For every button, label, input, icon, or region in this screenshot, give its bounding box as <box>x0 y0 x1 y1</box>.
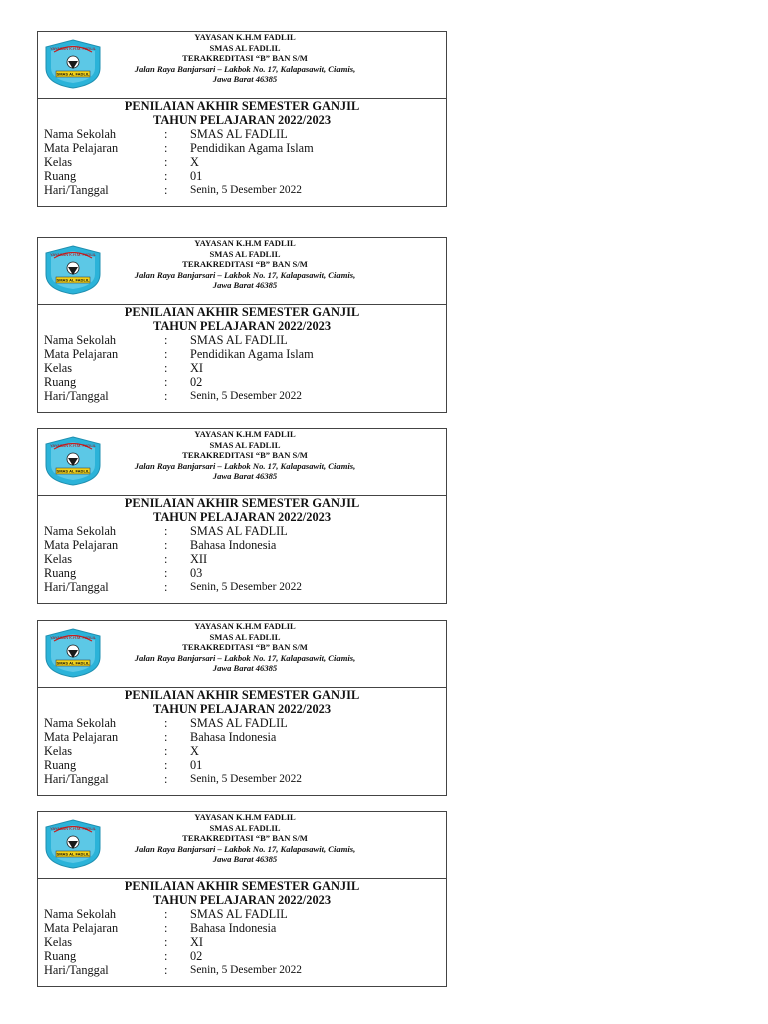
card-header <box>38 32 446 99</box>
label-class: Kelas <box>44 935 72 949</box>
row-room <box>38 566 446 580</box>
logo-ribbon-text: SMAS AL FADLIL <box>56 277 90 283</box>
colon: : <box>164 730 168 744</box>
label-room: Ruang <box>44 566 77 580</box>
exam-title <box>38 99 446 127</box>
label-room: Ruang <box>44 758 77 772</box>
colon: : <box>164 552 168 566</box>
label-school: Nama Sekolah <box>44 907 117 921</box>
colon: : <box>164 333 168 347</box>
exam-title-line1: PENILAIAN AKHIR SEMESTER GANJIL <box>124 879 360 893</box>
foundation-name: YAYASAN K.H.M FADLIL <box>194 621 296 631</box>
colon: : <box>164 127 168 141</box>
school-name: SMAS AL FADLIL <box>209 248 281 259</box>
row-subject <box>38 347 446 361</box>
exam-title-line1: PENILAIAN AKHIR SEMESTER GANJIL <box>124 496 360 510</box>
value-school: SMAS AL FADLIL <box>190 907 288 921</box>
exam-title-line1: PENILAIAN AKHIR SEMESTER GANJIL <box>124 99 360 113</box>
colon: : <box>164 538 168 552</box>
colon: : <box>164 772 168 786</box>
row-class <box>38 935 446 949</box>
value-room: 02 <box>190 375 203 389</box>
value-school: SMAS AL FADLIL <box>190 716 288 730</box>
label-school: Nama Sekolah <box>44 333 117 347</box>
label-date: Hari/Tanggal <box>44 963 109 977</box>
value-class: XII <box>190 552 208 566</box>
label-date: Hari/Tanggal <box>44 772 109 786</box>
logo-ribbon-text: SMAS AL FADLIL <box>56 851 90 857</box>
row-school <box>38 127 446 141</box>
logo-arc-text: YAYASAN K.H.M. FADLIL <box>50 826 96 831</box>
row-room <box>38 169 446 183</box>
exam-card <box>37 237 447 413</box>
foundation-name: YAYASAN K.H.M FADLIL <box>194 812 296 822</box>
label-class: Kelas <box>44 361 72 375</box>
colon: : <box>164 155 168 169</box>
colon: : <box>164 580 168 594</box>
exam-title-line1: PENILAIAN AKHIR SEMESTER GANJIL <box>124 688 360 702</box>
school-emblem-icon <box>42 38 104 90</box>
card-header <box>38 429 446 496</box>
exam-title-line2: TAHUN PELAJARAN 2022/2023 <box>152 510 332 524</box>
accreditation: TERAKREDITASI “B” BAN S/M <box>182 450 308 460</box>
info-table <box>38 524 446 594</box>
card-body <box>38 879 446 977</box>
colon: : <box>164 361 168 375</box>
school-name: SMAS AL FADLIL <box>209 439 281 450</box>
address-postal: Jawa Barat 46385 <box>212 471 278 481</box>
school-emblem-icon <box>42 435 104 487</box>
value-subject: Pendidikan Agama Islam <box>190 141 314 155</box>
info-table <box>38 127 446 197</box>
exam-title-line2: TAHUN PELAJARAN 2022/2023 <box>152 319 332 333</box>
exam-card <box>37 811 447 987</box>
row-class <box>38 361 446 375</box>
value-date: Senin, 5 Desember 2022 <box>190 773 302 785</box>
colon: : <box>164 921 168 935</box>
value-class: XI <box>190 935 203 949</box>
value-school: SMAS AL FADLIL <box>190 127 288 141</box>
value-subject: Bahasa Indonesia <box>190 538 277 552</box>
exam-card <box>37 428 447 604</box>
info-table <box>38 333 446 403</box>
value-room: 02 <box>190 949 203 963</box>
address-postal: Jawa Barat 46385 <box>212 74 278 84</box>
card-body <box>38 688 446 786</box>
school-name: SMAS AL FADLIL <box>209 42 281 53</box>
exam-title <box>38 496 446 524</box>
row-school <box>38 716 446 730</box>
label-school: Nama Sekolah <box>44 716 117 730</box>
foundation-name: YAYASAN K.H.M FADLIL <box>194 429 296 439</box>
school-emblem-icon <box>42 244 104 296</box>
school-name: SMAS AL FADLIL <box>209 631 281 642</box>
school-emblem-icon <box>42 627 104 679</box>
row-room <box>38 949 446 963</box>
exam-title <box>38 688 446 716</box>
exam-title-line1: PENILAIAN AKHIR SEMESTER GANJIL <box>124 305 360 319</box>
accreditation: TERAKREDITASI “B” BAN S/M <box>182 259 308 269</box>
card-header <box>38 812 446 879</box>
value-class: X <box>190 155 199 169</box>
logo-arc-text: YAYASAN K.H.M. FADLIL <box>50 443 96 448</box>
address-line: Jalan Raya Banjarsari – Lakbok No. 17, Kalapasawit, Ciamis, <box>134 63 356 74</box>
value-subject: Bahasa Indonesia <box>190 730 277 744</box>
logo-arc-text: YAYASAN K.H.M. FADLIL <box>50 252 96 257</box>
exam-title-line2: TAHUN PELAJARAN 2022/2023 <box>152 702 332 716</box>
exam-title <box>38 879 446 907</box>
row-school <box>38 333 446 347</box>
exam-title-line2: TAHUN PELAJARAN 2022/2023 <box>152 893 332 907</box>
label-class: Kelas <box>44 552 72 566</box>
logo-ribbon-text: SMAS AL FADLIL <box>56 468 90 474</box>
exam-title <box>38 305 446 333</box>
row-school <box>38 524 446 538</box>
colon: : <box>164 389 168 403</box>
value-room: 03 <box>190 566 203 580</box>
value-subject: Pendidikan Agama Islam <box>190 347 314 361</box>
row-date <box>38 963 446 977</box>
label-class: Kelas <box>44 155 72 169</box>
row-date <box>38 580 446 594</box>
exam-card <box>37 31 447 207</box>
address-line: Jalan Raya Banjarsari – Lakbok No. 17, Kalapasawit, Ciamis, <box>134 652 356 663</box>
colon: : <box>164 935 168 949</box>
label-class: Kelas <box>44 744 72 758</box>
colon: : <box>164 169 168 183</box>
institution-header <box>104 621 386 674</box>
colon: : <box>164 183 168 197</box>
colon: : <box>164 758 168 772</box>
label-date: Hari/Tanggal <box>44 580 109 594</box>
info-table <box>38 716 446 786</box>
logo-ribbon-text: SMAS AL FADLIL <box>56 660 90 666</box>
row-class <box>38 155 446 169</box>
row-school <box>38 907 446 921</box>
row-date <box>38 772 446 786</box>
row-subject <box>38 921 446 935</box>
institution-header <box>104 32 386 85</box>
value-date: Senin, 5 Desember 2022 <box>190 184 302 196</box>
accreditation: TERAKREDITASI “B” BAN S/M <box>182 833 308 843</box>
value-room: 01 <box>190 169 203 183</box>
address-line: Jalan Raya Banjarsari – Lakbok No. 17, Kalapasawit, Ciamis, <box>134 843 356 854</box>
colon: : <box>164 566 168 580</box>
card-header <box>38 621 446 688</box>
row-subject <box>38 141 446 155</box>
label-subject: Mata Pelajaran <box>44 347 119 361</box>
institution-header <box>104 429 386 482</box>
value-date: Senin, 5 Desember 2022 <box>190 581 302 593</box>
label-room: Ruang <box>44 375 77 389</box>
label-date: Hari/Tanggal <box>44 183 109 197</box>
row-subject <box>38 730 446 744</box>
info-table <box>38 907 446 977</box>
foundation-name: YAYASAN K.H.M FADLIL <box>194 238 296 248</box>
address-postal: Jawa Barat 46385 <box>212 854 278 864</box>
row-class <box>38 552 446 566</box>
row-subject <box>38 538 446 552</box>
value-class: X <box>190 744 199 758</box>
label-room: Ruang <box>44 949 77 963</box>
address-line: Jalan Raya Banjarsari – Lakbok No. 17, Kalapasawit, Ciamis, <box>134 460 356 471</box>
label-room: Ruang <box>44 169 77 183</box>
card-body <box>38 305 446 403</box>
accreditation: TERAKREDITASI “B” BAN S/M <box>182 53 308 63</box>
row-room <box>38 375 446 389</box>
colon: : <box>164 141 168 155</box>
value-subject: Bahasa Indonesia <box>190 921 277 935</box>
value-date: Senin, 5 Desember 2022 <box>190 390 302 402</box>
accreditation: TERAKREDITASI “B” BAN S/M <box>182 642 308 652</box>
foundation-name: YAYASAN K.H.M FADLIL <box>194 32 296 42</box>
row-room <box>38 758 446 772</box>
school-name: SMAS AL FADLIL <box>209 822 281 833</box>
address-line: Jalan Raya Banjarsari – Lakbok No. 17, Kalapasawit, Ciamis, <box>134 269 356 280</box>
logo-arc-text: YAYASAN K.H.M. FADLIL <box>50 635 96 640</box>
address-postal: Jawa Barat 46385 <box>212 280 278 290</box>
colon: : <box>164 716 168 730</box>
exam-card <box>37 620 447 796</box>
value-room: 01 <box>190 758 203 772</box>
colon: : <box>164 375 168 389</box>
label-subject: Mata Pelajaran <box>44 730 119 744</box>
row-class <box>38 744 446 758</box>
colon: : <box>164 347 168 361</box>
label-subject: Mata Pelajaran <box>44 538 119 552</box>
value-school: SMAS AL FADLIL <box>190 524 288 538</box>
card-header <box>38 238 446 305</box>
value-school: SMAS AL FADLIL <box>190 333 288 347</box>
card-body <box>38 496 446 594</box>
colon: : <box>164 949 168 963</box>
colon: : <box>164 907 168 921</box>
logo-ribbon-text: SMAS AL FADLIL <box>56 71 90 77</box>
row-date <box>38 183 446 197</box>
colon: : <box>164 744 168 758</box>
school-emblem-icon <box>42 818 104 870</box>
colon: : <box>164 963 168 977</box>
label-school: Nama Sekolah <box>44 127 117 141</box>
exam-title-line2: TAHUN PELAJARAN 2022/2023 <box>152 113 332 127</box>
value-class: XI <box>190 361 203 375</box>
row-date <box>38 389 446 403</box>
address-postal: Jawa Barat 46385 <box>212 663 278 673</box>
value-date: Senin, 5 Desember 2022 <box>190 964 302 976</box>
institution-header <box>104 812 386 865</box>
label-school: Nama Sekolah <box>44 524 117 538</box>
card-body <box>38 99 446 197</box>
institution-header <box>104 238 386 291</box>
label-subject: Mata Pelajaran <box>44 141 119 155</box>
label-date: Hari/Tanggal <box>44 389 109 403</box>
label-subject: Mata Pelajaran <box>44 921 119 935</box>
logo-arc-text: YAYASAN K.H.M. FADLIL <box>50 46 96 51</box>
colon: : <box>164 524 168 538</box>
